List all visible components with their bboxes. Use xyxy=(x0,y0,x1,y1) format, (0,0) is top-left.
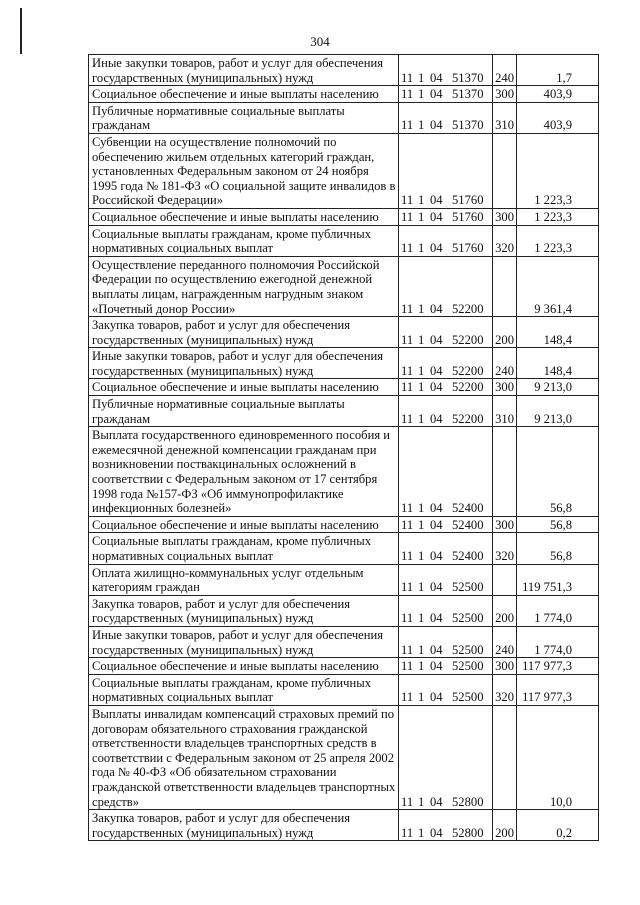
code-c2: 1 xyxy=(418,825,425,840)
row-amount: 9 213,0 xyxy=(517,379,599,396)
code-c3: 04 xyxy=(430,209,443,224)
code-c3: 04 xyxy=(430,659,443,674)
code-c4: 52500 xyxy=(452,690,484,705)
row-name: Социальные выплаты гражданам, кроме публичных нормативных социальных выплат xyxy=(89,225,399,256)
code-c1: 11 xyxy=(401,209,414,224)
code-c2: 1 xyxy=(418,241,425,256)
code-c1: 11 xyxy=(401,611,414,626)
code-c1: 11 xyxy=(401,642,414,657)
row-name: Закупка товаров, работ и услуг для обеспечения государственных (муниципальных) нужд xyxy=(89,810,399,841)
code-c4: 52200 xyxy=(452,411,484,426)
code-c1: 11 xyxy=(401,690,414,705)
row-name: Закупка товаров, работ и услуг для обеспечения государственных (муниципальных) нужд xyxy=(89,595,399,626)
code-c4: 52200 xyxy=(452,301,484,316)
code-c1: 11 xyxy=(401,825,414,840)
row-expense-type: 200 xyxy=(493,317,517,348)
code-c3: 04 xyxy=(430,363,443,378)
row-amount: 117 977,3 xyxy=(517,674,599,705)
row-code xyxy=(399,102,493,133)
row-code xyxy=(399,208,493,225)
row-code xyxy=(399,317,493,348)
table-row xyxy=(89,396,599,427)
table-row xyxy=(89,564,599,595)
code-c2: 1 xyxy=(418,87,425,102)
table-row xyxy=(89,516,599,533)
row-name: Субвенции на осуществление полномочий по обеспечению жильем отдельных категорий граждан, установленных Федеральным законом от 24 ноября 1995 года № 181-ФЗ «О социальной защите инвалидов в Российской Федерации» xyxy=(89,133,399,208)
row-amount: 9 361,4 xyxy=(517,256,599,316)
code-c2: 1 xyxy=(418,193,425,208)
row-amount: 1 774,0 xyxy=(517,595,599,626)
code-c1: 11 xyxy=(401,659,414,674)
table-row xyxy=(89,55,599,86)
row-amount: 10,0 xyxy=(517,705,599,809)
row-name: Публичные нормативные социальные выплаты гражданам xyxy=(89,396,399,427)
row-name: Иные закупки товаров, работ и услуг для обеспечения государственных (муниципальных) нужд xyxy=(89,55,399,86)
row-amount: 119 751,3 xyxy=(517,564,599,595)
row-code xyxy=(399,427,493,517)
code-c1: 11 xyxy=(401,193,414,208)
code-c4: 51370 xyxy=(452,118,484,133)
code-c2: 1 xyxy=(418,332,425,347)
row-amount: 1 223,3 xyxy=(517,225,599,256)
row-expense-type xyxy=(493,427,517,517)
row-expense-type xyxy=(493,133,517,208)
code-c1: 11 xyxy=(401,380,414,395)
code-c2: 1 xyxy=(418,380,425,395)
row-expense-type: 200 xyxy=(493,810,517,841)
row-code xyxy=(399,674,493,705)
row-code xyxy=(399,225,493,256)
row-name: Социальное обеспечение и иные выплаты населению xyxy=(89,208,399,225)
row-amount: 9 213,0 xyxy=(517,396,599,427)
table-row xyxy=(89,317,599,348)
row-name: Иные закупки товаров, работ и услуг для обеспечения государственных (муниципальных) нужд xyxy=(89,626,399,657)
row-amount: 56,8 xyxy=(517,516,599,533)
row-code xyxy=(399,55,493,86)
row-name: Социальное обеспечение и иные выплаты населению xyxy=(89,658,399,675)
code-c3: 04 xyxy=(430,332,443,347)
row-name: Социальные выплаты гражданам, кроме публичных нормативных социальных выплат xyxy=(89,533,399,564)
row-code xyxy=(399,533,493,564)
code-c1: 11 xyxy=(401,332,414,347)
row-expense-type: 240 xyxy=(493,626,517,657)
row-code xyxy=(399,564,493,595)
row-expense-type: 310 xyxy=(493,396,517,427)
budget-table xyxy=(88,54,599,841)
row-name: Выплата государственного единовременного пособия и ежемесячной денежной компенсации гражданам при возникновении поствакцинальных осложнений в соответствии с Федеральным законом от 17 сентября 1998 года №157-ФЗ «Об иммунопрофилактике инфекционных болезней» xyxy=(89,427,399,517)
code-c4: 52400 xyxy=(452,517,484,532)
row-amount: 117 977,3 xyxy=(517,658,599,675)
code-c3: 04 xyxy=(430,794,443,809)
code-c3: 04 xyxy=(430,241,443,256)
row-code xyxy=(399,810,493,841)
code-c3: 04 xyxy=(430,517,443,532)
row-expense-type: 240 xyxy=(493,348,517,379)
row-code xyxy=(399,348,493,379)
code-c3: 04 xyxy=(430,642,443,657)
code-c4: 52500 xyxy=(452,611,484,626)
row-expense-type: 320 xyxy=(493,225,517,256)
row-name: Оплата жилищно-коммунальных услуг отдельным категориям граждан xyxy=(89,564,399,595)
row-expense-type: 300 xyxy=(493,379,517,396)
code-c1: 11 xyxy=(401,517,414,532)
code-c4: 52500 xyxy=(452,642,484,657)
table-row xyxy=(89,379,599,396)
code-c2: 1 xyxy=(418,70,425,85)
row-amount: 403,9 xyxy=(517,86,599,103)
code-c2: 1 xyxy=(418,580,425,595)
row-amount: 56,8 xyxy=(517,533,599,564)
code-c2: 1 xyxy=(418,411,425,426)
row-code xyxy=(399,86,493,103)
code-c4: 51370 xyxy=(452,87,484,102)
row-expense-type xyxy=(493,705,517,809)
table-row xyxy=(89,133,599,208)
code-c4: 52400 xyxy=(452,501,484,516)
row-amount: 1,7 xyxy=(517,55,599,86)
row-name: Социальные выплаты гражданам, кроме публичных нормативных социальных выплат xyxy=(89,674,399,705)
code-c1: 11 xyxy=(401,87,414,102)
code-c2: 1 xyxy=(418,501,425,516)
code-c1: 11 xyxy=(401,301,414,316)
code-c2: 1 xyxy=(418,642,425,657)
table-row xyxy=(89,208,599,225)
row-expense-type xyxy=(493,564,517,595)
table-row xyxy=(89,533,599,564)
table-row xyxy=(89,705,599,809)
code-c4: 52500 xyxy=(452,659,484,674)
code-c4: 51760 xyxy=(452,209,484,224)
table-row xyxy=(89,86,599,103)
row-amount: 1 774,0 xyxy=(517,626,599,657)
row-expense-type: 310 xyxy=(493,102,517,133)
row-expense-type xyxy=(493,256,517,316)
code-c2: 1 xyxy=(418,690,425,705)
code-c1: 11 xyxy=(401,501,414,516)
code-c1: 11 xyxy=(401,363,414,378)
code-c2: 1 xyxy=(418,118,425,133)
row-name: Публичные нормативные социальные выплаты гражданам xyxy=(89,102,399,133)
row-amount: 1 223,3 xyxy=(517,133,599,208)
row-amount: 403,9 xyxy=(517,102,599,133)
code-c4: 52800 xyxy=(452,825,484,840)
row-amount: 1 223,3 xyxy=(517,208,599,225)
row-code xyxy=(399,658,493,675)
code-c1: 11 xyxy=(401,411,414,426)
table-row xyxy=(89,256,599,316)
code-c4: 52800 xyxy=(452,794,484,809)
code-c1: 11 xyxy=(401,118,414,133)
row-name: Социальное обеспечение и иные выплаты населению xyxy=(89,516,399,533)
code-c3: 04 xyxy=(430,501,443,516)
budget-table-body xyxy=(89,55,599,841)
row-expense-type: 300 xyxy=(493,658,517,675)
row-code xyxy=(399,705,493,809)
code-c1: 11 xyxy=(401,70,414,85)
row-expense-type: 320 xyxy=(493,533,517,564)
table-row xyxy=(89,595,599,626)
table-row xyxy=(89,348,599,379)
code-c2: 1 xyxy=(418,549,425,563)
table-row xyxy=(89,626,599,657)
row-code xyxy=(399,133,493,208)
table-row xyxy=(89,658,599,675)
code-c1: 11 xyxy=(401,241,414,256)
row-amount: 0,2 xyxy=(517,810,599,841)
row-expense-type: 300 xyxy=(493,86,517,103)
code-c2: 1 xyxy=(418,517,425,532)
code-c4: 51760 xyxy=(452,193,484,208)
code-c3: 04 xyxy=(430,380,443,395)
code-c4: 51370 xyxy=(452,70,484,85)
row-code xyxy=(399,379,493,396)
row-expense-type: 300 xyxy=(493,208,517,225)
code-c4: 51760 xyxy=(452,241,484,256)
row-name: Социальное обеспечение и иные выплаты населению xyxy=(89,379,399,396)
code-c4: 52400 xyxy=(452,549,484,563)
row-code xyxy=(399,516,493,533)
row-expense-type: 300 xyxy=(493,516,517,533)
row-name: Иные закупки товаров, работ и услуг для обеспечения государственных (муниципальных) нужд xyxy=(89,348,399,379)
code-c3: 04 xyxy=(430,193,443,208)
code-c3: 04 xyxy=(430,690,443,705)
row-name: Социальное обеспечение и иные выплаты населению xyxy=(89,86,399,103)
code-c3: 04 xyxy=(430,87,443,102)
code-c4: 52500 xyxy=(452,580,484,595)
table-row xyxy=(89,225,599,256)
table-row xyxy=(89,810,599,841)
code-c2: 1 xyxy=(418,363,425,378)
code-c2: 1 xyxy=(418,794,425,809)
code-c2: 1 xyxy=(418,209,425,224)
code-c1: 11 xyxy=(401,580,414,595)
code-c3: 04 xyxy=(430,580,443,595)
code-c2: 1 xyxy=(418,611,425,626)
table-row xyxy=(89,427,599,517)
row-amount: 56,8 xyxy=(517,427,599,517)
code-c4: 52200 xyxy=(452,332,484,347)
row-name: Осуществление переданного полномочия Российской Федерации по осуществлению ежегодной денежной выплаты лицам, награжденным нагрудным знаком «Почетный донор России» xyxy=(89,256,399,316)
row-amount: 148,4 xyxy=(517,317,599,348)
table-row xyxy=(89,674,599,705)
code-c4: 52200 xyxy=(452,363,484,378)
row-code xyxy=(399,256,493,316)
row-amount: 148,4 xyxy=(517,348,599,379)
code-c3: 04 xyxy=(430,611,443,626)
row-name: Закупка товаров, работ и услуг для обеспечения государственных (муниципальных) нужд xyxy=(89,317,399,348)
code-c3: 04 xyxy=(430,411,443,426)
row-name: Выплаты инвалидам компенсаций страховых премий по договорам обязательного страхования гражданской ответственности владельцев транспортных средств в соответствии с Федеральным законом от 25 апреля 2002 года № 40-ФЗ «Об обязательном страховании гражданской ответственности владельцев транспортных средств» xyxy=(89,705,399,809)
code-c3: 04 xyxy=(430,70,443,85)
page-number: 304 xyxy=(310,34,330,49)
code-c2: 1 xyxy=(418,659,425,674)
code-c4: 52200 xyxy=(452,380,484,395)
code-c3: 04 xyxy=(430,549,443,563)
code-c1: 11 xyxy=(401,794,414,809)
code-c3: 04 xyxy=(430,301,443,316)
code-c3: 04 xyxy=(430,118,443,133)
row-code xyxy=(399,396,493,427)
row-expense-type: 320 xyxy=(493,674,517,705)
row-code xyxy=(399,595,493,626)
row-expense-type: 240 xyxy=(493,55,517,86)
row-code xyxy=(399,626,493,657)
code-c1: 11 xyxy=(401,549,414,563)
code-c3: 04 xyxy=(430,825,443,840)
table-row xyxy=(89,102,599,133)
code-c2: 1 xyxy=(418,301,425,316)
row-expense-type: 200 xyxy=(493,595,517,626)
